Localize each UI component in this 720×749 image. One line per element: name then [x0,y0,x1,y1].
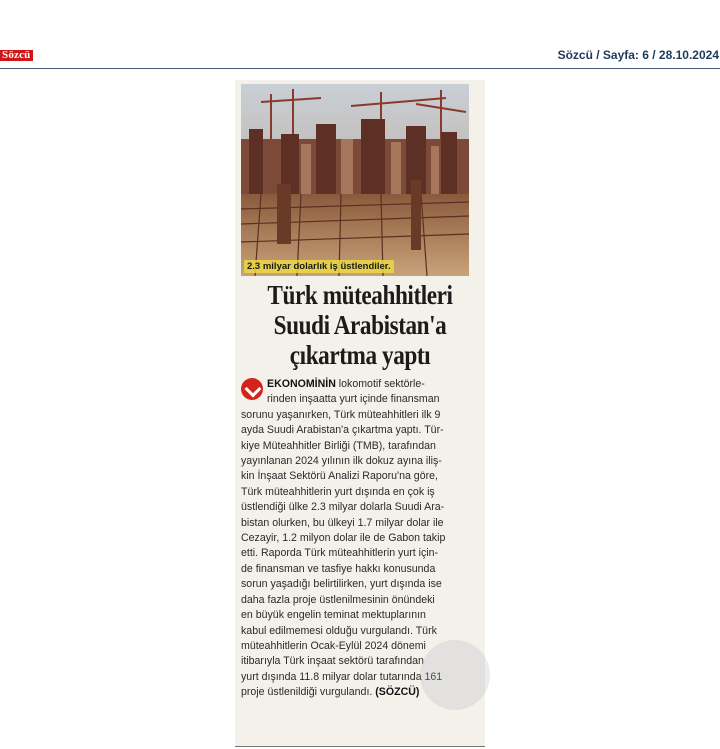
headline-line: çıkartma yaptı [289,340,431,370]
body-line: de finansman ve tasfiye hakkı konusunda [241,562,436,575]
photo-caption: 2.3 milyar dolarlık iş üstlendiler. [244,260,394,273]
body-line: yurt dışında 11.8 milyar dolar tutarında 161 [241,670,443,683]
body-line: en büyük engelin teminat mektuplarının [241,609,426,622]
newspaper-header [0,0,720,70]
body-line: ayda Suudi Arabistan'a çıkartma yaptı. Tür- [241,424,444,437]
article-headline [253,280,468,370]
body-text: proje üstlenildiği vurgulandı. [241,686,376,699]
body-line: kin İnşaat Sektörü Analizi Raporu'na göre, [241,470,438,483]
body-line: kabul edilmemesi olduğu vurgulandı. Türk [241,624,437,637]
headline-line: Suudi Arabistan'a [273,310,447,340]
body-line: Cezayir, 1.2 milyon dolar ile de Gabon takip [241,532,446,545]
clipping-bottom-rule [235,746,485,747]
body-line: sorunu yaşanırken, Türk müteahhitleri ilk 9 [241,408,441,421]
body-text: lokomotif sektörle- [335,378,425,390]
arrow-down-icon [241,378,263,400]
construction-photo [241,84,469,276]
lead-word: EKONOMİNİN [267,378,336,390]
body-line: üstlendiği ülke 2.3 milyar dolarla Suudi Ara- [241,501,445,514]
body-line: kiye Müteahhitler Birliği (TMB), tarafından [241,439,436,452]
body-line: bistan olurken, bu ülkeyi 1.7 milyar dolar ile [241,516,444,529]
body-line: müteahhitlerin Ocak-Eylül 2024 dönemi [241,639,426,652]
body-line: itibarıyla Türk inşaat sektörü tarafından [241,655,424,668]
body-line: yayınlanan 2024 yılının ilk dokuz ayına iliş- [241,455,442,468]
page-info: Sözcü / Sayfa: 6 / 28.10.2024 [557,48,719,62]
body-line: Türk müteahhitlerin yurt dışında en çok iş [241,485,435,498]
source-tag: (SÖZCÜ) [375,686,420,699]
header-divider [0,68,720,69]
headline-line: Türk müteahhitleri [267,280,453,310]
watermark-decoration [420,640,490,710]
body-line: etti. Raporda Türk müteahhitlerin yurt için- [241,547,439,560]
body-line: sorun yaşadığı belirtilirken, yurt dışında ise [241,578,442,591]
body-line: rinden inşaatta yurt içinde finansman [267,393,440,406]
sozcu-logo: Sözcü [2,49,31,61]
body-line [241,377,473,392]
body-line: daha fazla proje üstlenilmesinin önündeki [241,593,435,606]
